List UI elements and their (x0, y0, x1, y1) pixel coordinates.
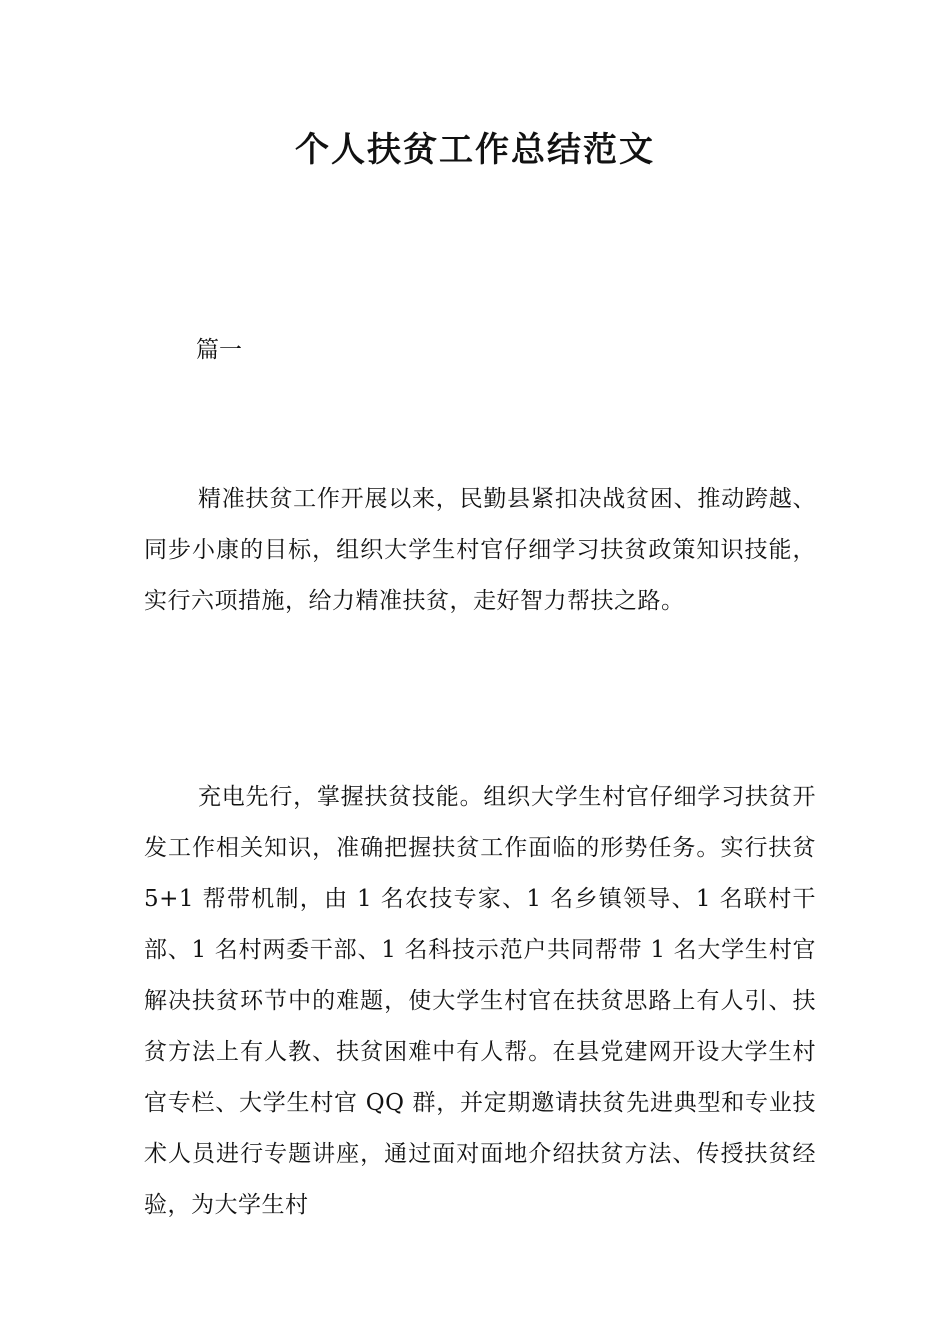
section-label: 篇一 (196, 337, 242, 363)
paragraph-1: 精准扶贫工作开展以来，民勤县紧扣决战贫困、推动跨越、同步小康的目标，组织大学生村官仔细学习扶贫政策知识技能，实行六项措施，给力精准扶贫，走好智力帮扶之路。 (144, 486, 816, 614)
document-title: 个人扶贫工作总结范文 (295, 130, 655, 170)
paragraph-2: 充电先行，掌握扶贫技能。组织大学生村官仔细学习扶贫开发工作相关知识，准确把握扶贫工作面临的形势任务。实行扶贫 5+1 帮带机制，由 1 名农技专家、1 名乡镇领导、1 名联村干部、1 名村两委干部、1 名科技示范户共同帮带 1 名大学生村官解决扶贫环节中的难题，使大学生村官在扶贫思路上有人引、扶贫方法上有人教、扶贫困难中有人帮。在县党建网开设大学生村官专栏、大学生村官 QQ 群，并定期邀请扶贫先进典型和专业技术人员进行专题讲座，通过面对面地介绍扶贫方法、传授扶贫经验，为大学生村 (144, 784, 816, 1218)
